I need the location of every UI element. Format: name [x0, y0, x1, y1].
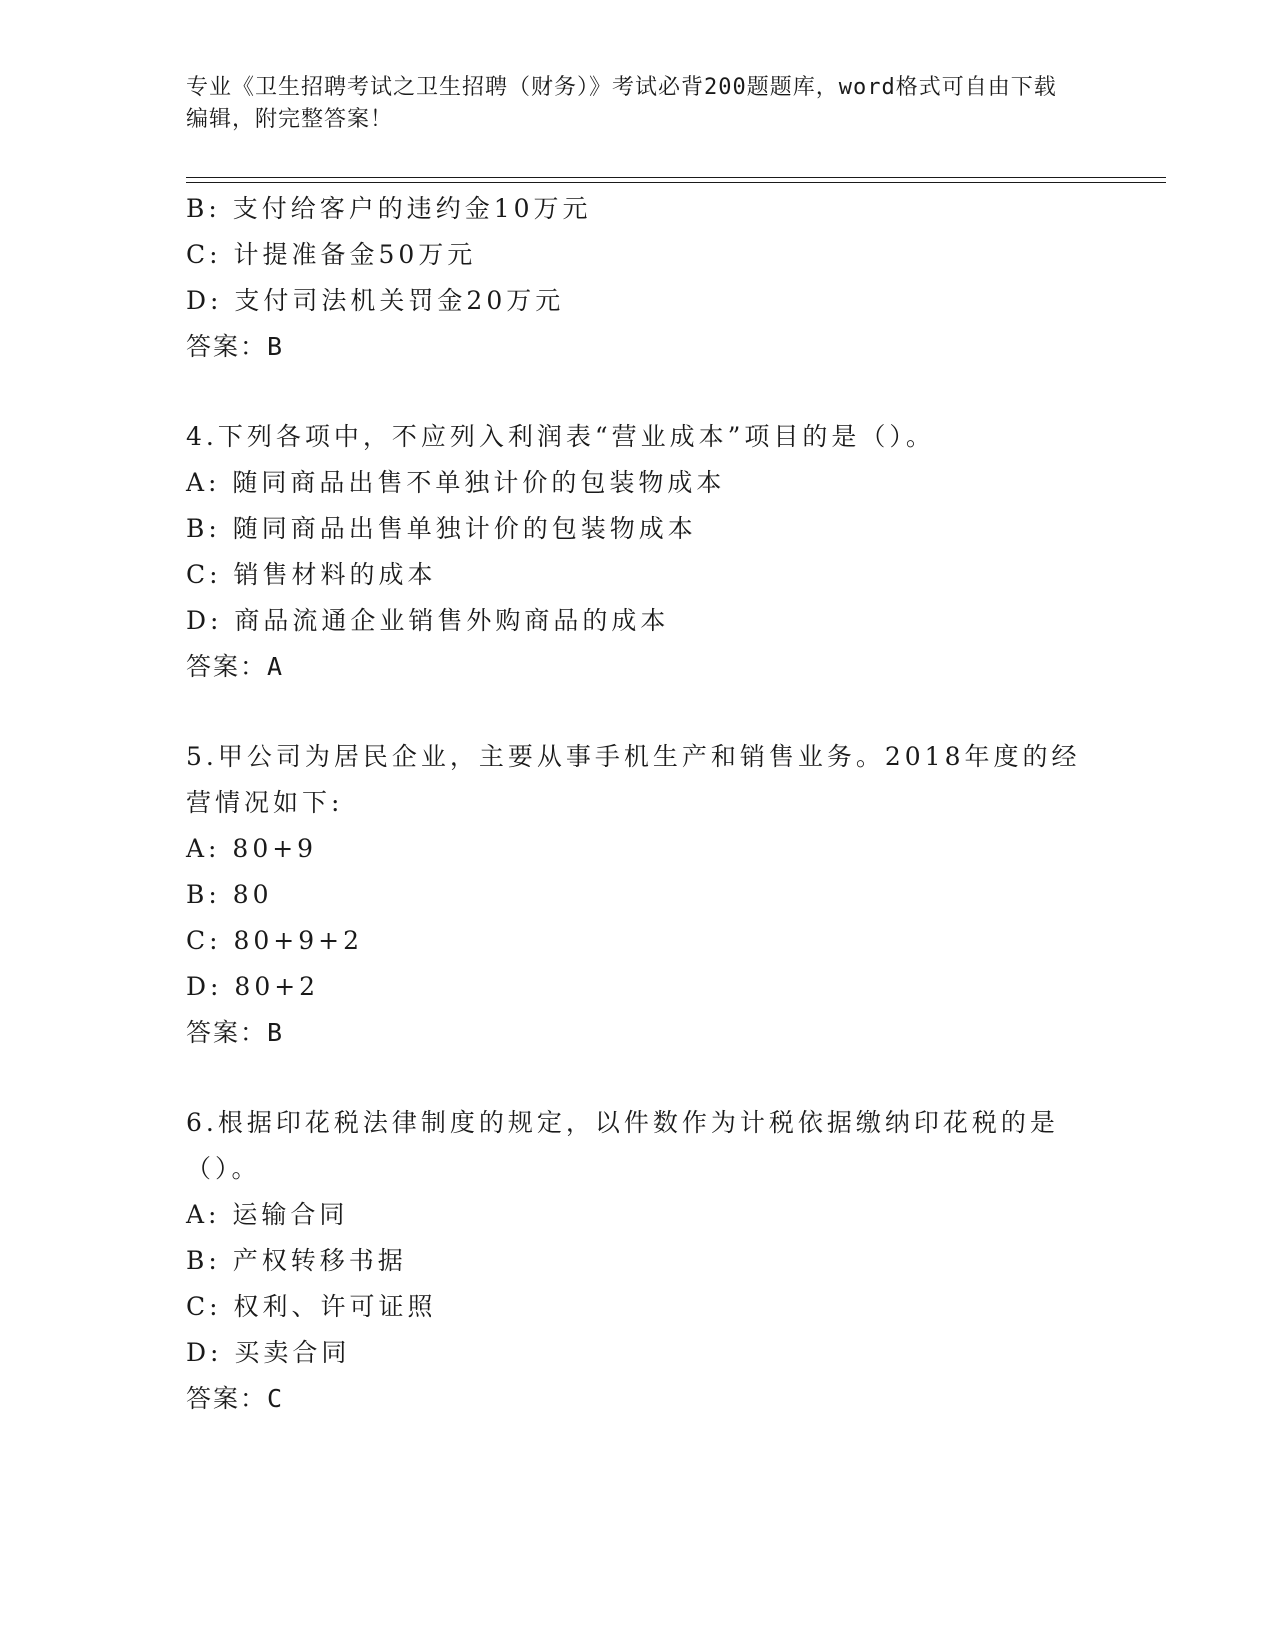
- question-text: 6.根据印花税法律制度的规定，以件数作为计税依据缴纳印花税的是（）。: [186, 1108, 1059, 1183]
- question-4: [186, 414, 1086, 690]
- question-6: [186, 1100, 1086, 1422]
- option-c: C: 销售材料的成本: [186, 560, 437, 589]
- option-b: B: 80: [186, 880, 273, 909]
- answer-label: 答案：B: [186, 1018, 285, 1047]
- option-b: B: 产权转移书据: [186, 1246, 407, 1275]
- option-c: C: 权利、许可证照: [186, 1292, 437, 1321]
- option-c: C: 计提准备金50万元: [186, 240, 477, 269]
- question-text: 5.甲公司为居民企业，主要从事手机生产和销售业务。2018年度的经营情况如下:: [186, 742, 1081, 817]
- option-d: D: 支付司法机关罚金20万元: [186, 286, 565, 315]
- spacer: [186, 1056, 1086, 1100]
- option-b: B: 随同商品出售单独计价的包装物成本: [186, 514, 697, 543]
- option-d: D: 80+2: [186, 972, 320, 1001]
- option-b: B: 支付给客户的违约金10万元: [186, 194, 592, 223]
- spacer: [186, 370, 1086, 414]
- question-text: 4.下列各项中，不应列入利润表“营业成本”项目的是（）。: [186, 422, 935, 451]
- question-list: [186, 186, 1086, 1422]
- option-a: A: 80+9: [186, 834, 318, 863]
- header-divider-top: [186, 177, 1166, 178]
- answer-label: 答案：A: [186, 652, 285, 681]
- option-d: D: 买卖合同: [186, 1338, 351, 1367]
- answer-label: 答案：C: [186, 1384, 285, 1413]
- document-header: 专业《卫生招聘考试之卫生招聘（财务）》考试必背200题题库，word格式可自由下载编辑，附完整答案！: [186, 75, 1057, 132]
- option-d: D: 商品流通企业销售外购商品的成本: [186, 606, 670, 635]
- option-c: C: 80+9+2: [186, 926, 364, 955]
- option-a: A: 随同商品出售不单独计价的包装物成本: [186, 468, 726, 497]
- spacer: [186, 690, 1086, 734]
- question-3-tail: [186, 186, 1086, 370]
- option-a: A: 运输合同: [186, 1200, 349, 1229]
- answer-label: 答案：B: [186, 332, 285, 361]
- question-5: [186, 734, 1086, 1056]
- header-divider-bottom: [186, 182, 1166, 183]
